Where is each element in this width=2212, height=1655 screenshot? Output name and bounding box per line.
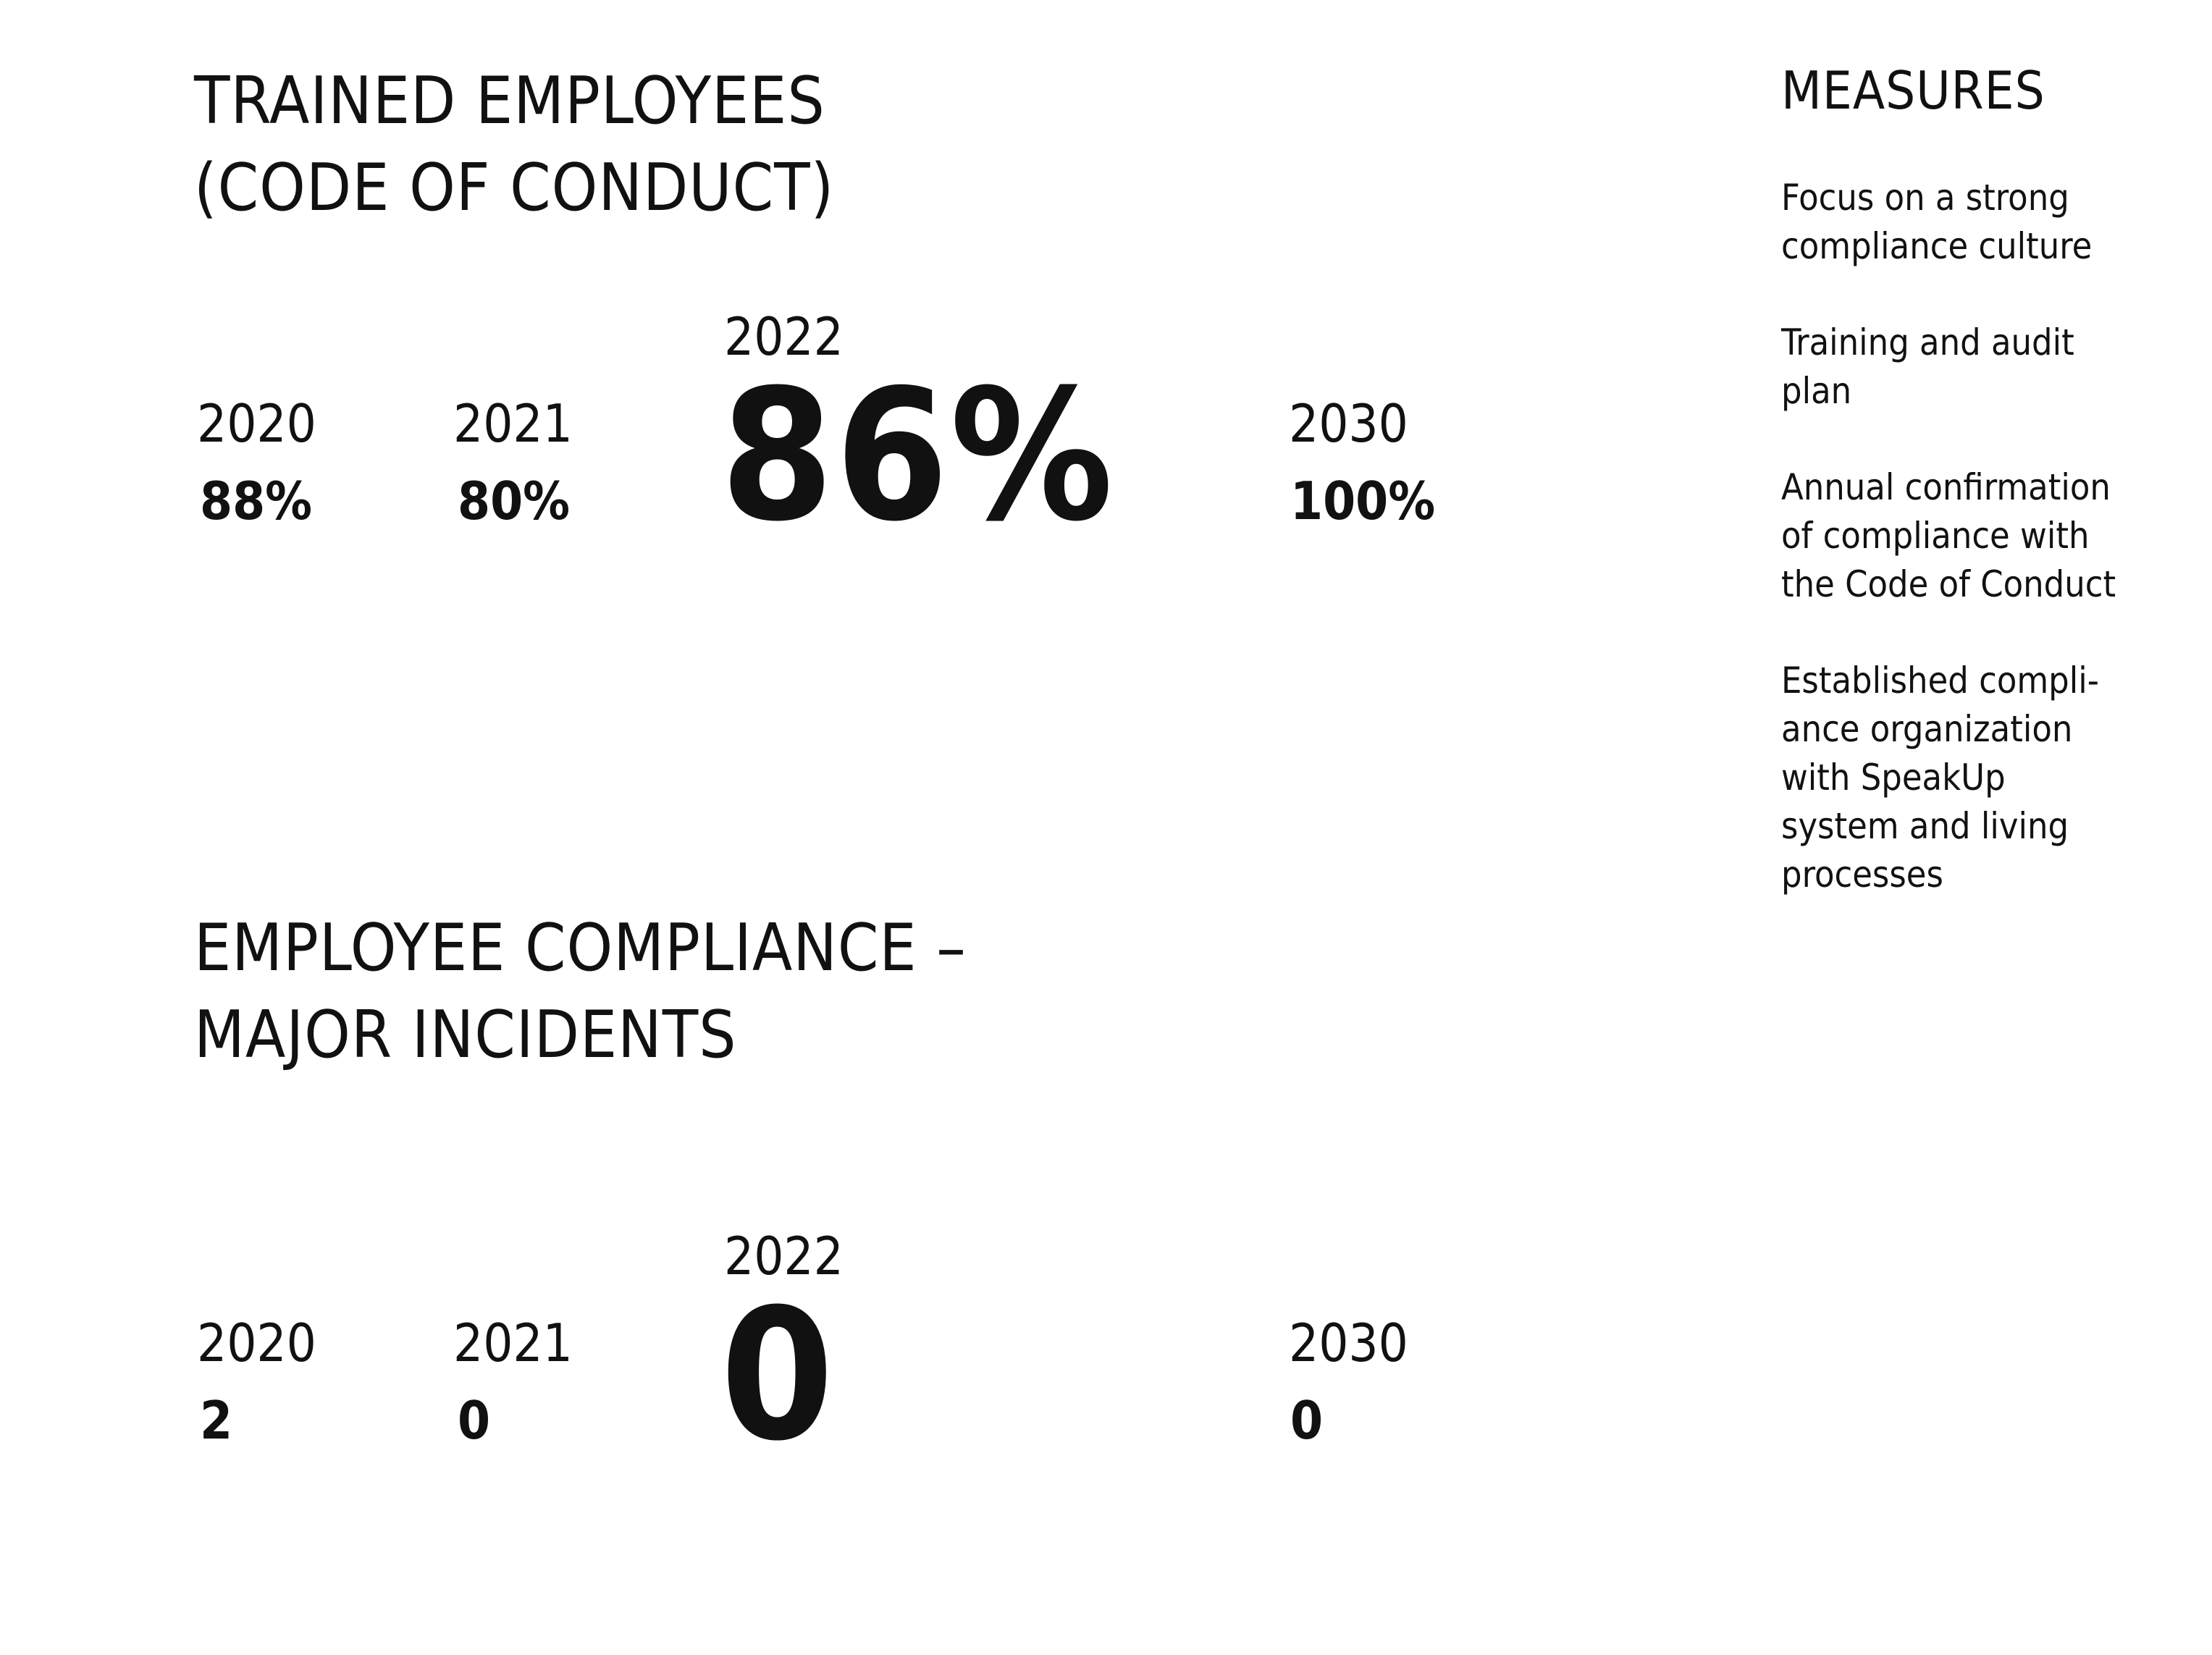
- measures-column: [1781, 58, 2187, 947]
- compliance-year-2021: 2021: [453, 1313, 573, 1373]
- compliance-year-2020: 2020: [197, 1313, 316, 1373]
- measure-item-2: Training and audit plan: [1781, 321, 2074, 412]
- trained-year-2020: 2020: [197, 393, 316, 454]
- trained-title-line1: TRAINED EMPLOYEES: [194, 63, 825, 139]
- trained-title-line2: (CODE OF CONDUCT): [194, 150, 835, 226]
- compliance-value-2020: 2: [200, 1390, 233, 1451]
- compliance-year-2022: 2022: [724, 1226, 844, 1286]
- compliance-value-2022-highlight: 0: [720, 1270, 836, 1481]
- measure-item-4: Established compli- ance organization with SpeakUp system and living processes: [1781, 660, 2099, 896]
- trained-value-2030: 100%: [1290, 471, 1436, 531]
- measure-item-3: Annual confirmation of compliance with the Code of Conduct: [1781, 466, 2116, 605]
- compliance-title-line2: MAJOR INCIDENTS: [194, 997, 737, 1073]
- trained-year-2022: 2022: [724, 306, 844, 367]
- compliance-value-2030: 0: [1290, 1390, 1324, 1451]
- compliance-value-2021: 0: [458, 1390, 491, 1451]
- trained-year-2021: 2021: [453, 393, 573, 454]
- compliance-year-2030: 2030: [1289, 1313, 1408, 1373]
- trained-employees-title: [194, 58, 834, 232]
- employee-compliance-title: [194, 905, 967, 1079]
- trained-value-2020: 88%: [200, 471, 313, 531]
- compliance-title-line1: EMPLOYEE COMPLIANCE –: [194, 910, 967, 986]
- measure-item-1: Focus on a strong compliance culture: [1781, 177, 2093, 267]
- trained-year-2030: 2030: [1289, 393, 1408, 454]
- measures-title: MEASURES: [1781, 60, 2045, 121]
- trained-value-2021: 80%: [458, 471, 571, 531]
- trained-value-2022-highlight: 86%: [720, 350, 1115, 561]
